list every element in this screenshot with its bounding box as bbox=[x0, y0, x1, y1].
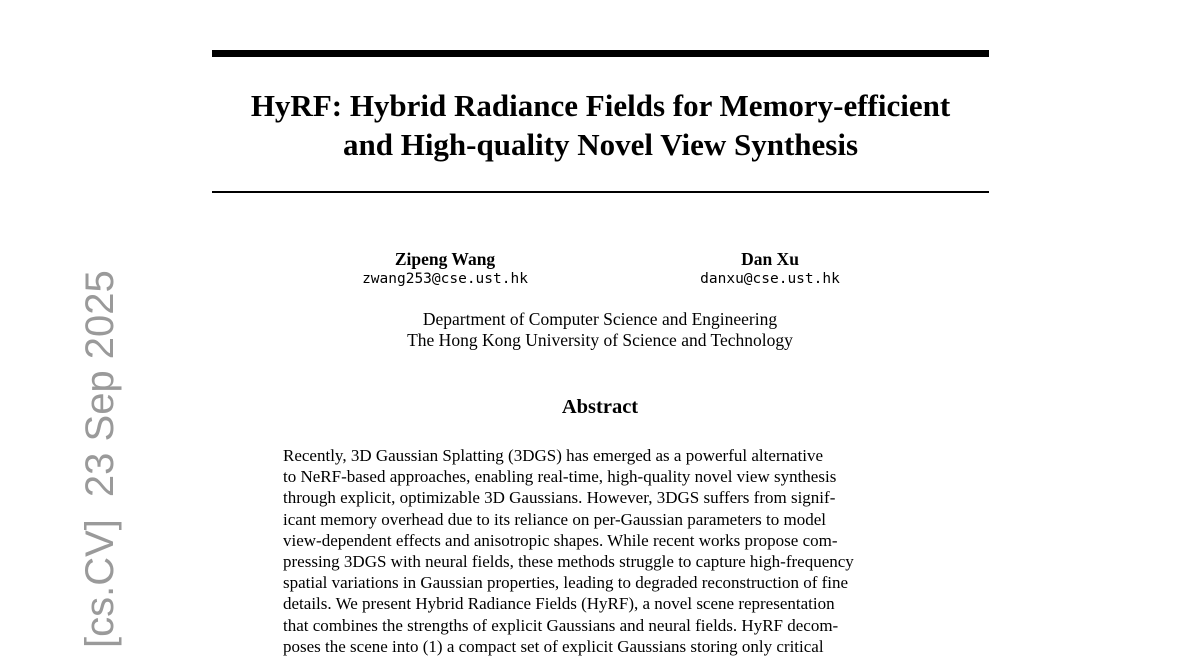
abstract-line: icant memory overhead due to its reliance on per-Gaussian parameters to model bbox=[283, 509, 826, 529]
arxiv-stamp-text bbox=[76, 270, 124, 648]
arxiv-date: 23 Sep 2025 bbox=[78, 270, 122, 498]
author-email: zwang253@cse.ust.hk bbox=[362, 271, 528, 287]
abstract-line: that combines the strengths of explicit Gaussians and neural fields. HyRF decom- bbox=[283, 615, 839, 635]
abstract-line: spatial variations in Gaussian properties, leading to degraded reconstruction of fine bbox=[283, 573, 849, 593]
abstract-line: through explicit, optimizable 3D Gaussians. However, 3DGS suffers from signif- bbox=[283, 488, 836, 508]
abstract-line: to NeRF-based approaches, enabling real-time, high-quality novel view synthesis bbox=[283, 467, 837, 487]
affiliation-line-2: The Hong Kong University of Science and Technology bbox=[407, 330, 793, 350]
affiliation bbox=[300, 309, 900, 351]
author-block bbox=[645, 249, 895, 289]
abstract-body bbox=[283, 445, 923, 657]
abstract-line: details. We present Hybrid Radiance Fields (HyRF), a novel scene representation bbox=[283, 594, 835, 614]
arxiv-category: [cs.CV] bbox=[78, 519, 122, 648]
title-line-2: and High-quality Novel View Synthesis bbox=[342, 127, 859, 162]
author-block bbox=[320, 249, 570, 289]
title-top-rule bbox=[212, 50, 989, 57]
title-line-1: HyRF: Hybrid Radiance Fields for Memory-efficient bbox=[250, 88, 951, 123]
abstract-line: poses the scene into (1) a compact set of explicit Gaussians storing only critical bbox=[283, 636, 824, 656]
author-name: Zipeng Wang bbox=[394, 249, 496, 269]
author-email: danxu@cse.ust.hk bbox=[700, 271, 840, 287]
paper-title bbox=[212, 86, 989, 164]
affiliation-line-1: Department of Computer Science and Engineering bbox=[422, 309, 778, 329]
abstract-line: view-dependent effects and anisotropic shapes. While recent works propose com- bbox=[283, 530, 838, 550]
arxiv-stamp bbox=[28, 0, 122, 648]
abstract-line: Recently, 3D Gaussian Splatting (3DGS) has emerged as a powerful alternative bbox=[283, 446, 824, 465]
abstract-line: pressing 3DGS with neural fields, these methods struggle to capture high-frequency bbox=[283, 552, 854, 572]
title-bottom-rule bbox=[212, 191, 989, 193]
abstract-heading: Abstract bbox=[561, 396, 639, 418]
author-name: Dan Xu bbox=[741, 249, 799, 269]
